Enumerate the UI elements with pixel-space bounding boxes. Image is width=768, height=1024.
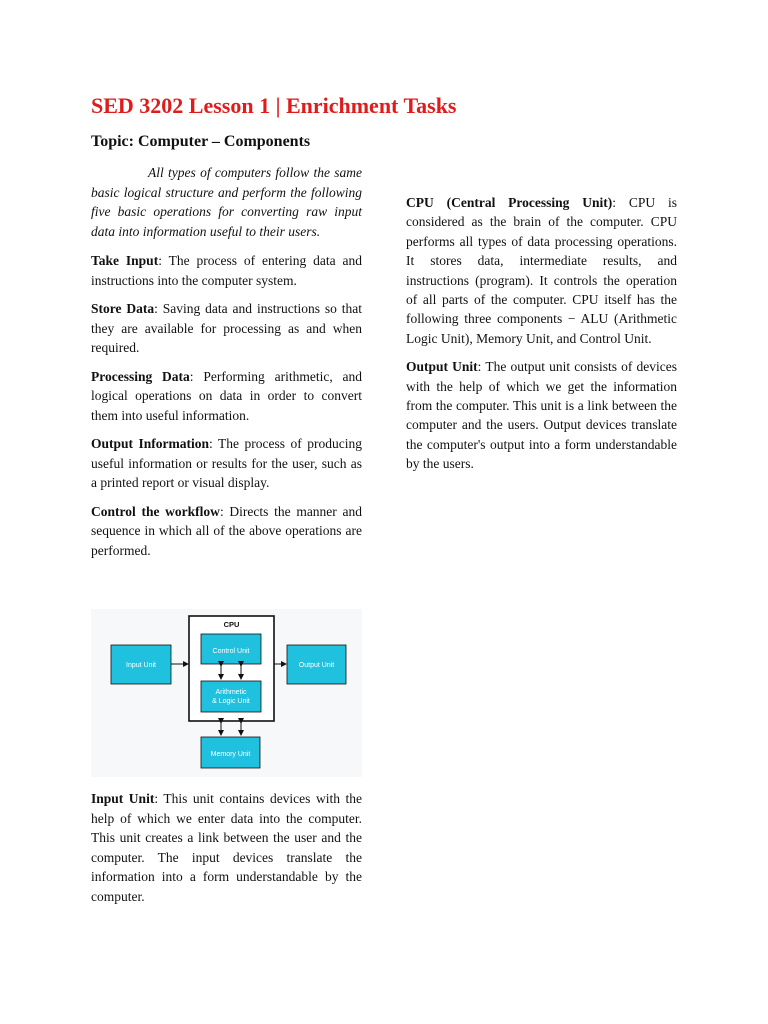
output-unit-label: Output Unit — [298, 662, 335, 669]
output-unit-term: Output Unit — [406, 359, 478, 375]
cpu-text: : CPU is considered as the brain of the computer. CPU performs all types of data processing operations. It stores data, intermediate results, and instructions (program). It controls the operation of all parts of the computer. CPU itself has the following three components − ALU (Arithmetic Logic Unit), Memory Unit, and Control Unit. — [406, 195, 677, 346]
operation-processing-data — [91, 367, 362, 426]
alu-label-line1: Arithmetic — [215, 689, 247, 696]
output-unit-description — [406, 357, 677, 473]
operation-term: Output Information — [91, 436, 210, 451]
operation-text: : The process of entering data and instructions into the computer system. — [91, 253, 362, 288]
control-unit-label: Control Unit — [212, 648, 250, 655]
page-title: SED 3202 Lesson 1 | Enrichment Tasks — [91, 93, 457, 118]
alu-box — [201, 681, 261, 712]
alu-label-line2: & Logic Unit — [212, 698, 250, 705]
operation-term: Store Data — [91, 301, 155, 316]
operation-text: : The process of producing useful information or results for the user, such as a printed report or visual display. — [91, 436, 363, 490]
cpu-description — [406, 193, 677, 348]
operation-take-input — [91, 251, 362, 290]
operation-text: : Saving data and instructions so that they are available for processing as and when required. — [91, 301, 362, 355]
right-column — [406, 193, 677, 483]
operation-control-workflow — [91, 502, 362, 561]
computer-block-diagram — [91, 609, 362, 777]
input-unit-label: Input Unit — [126, 662, 156, 669]
operation-text: : Directs the manner and sequence in which all of the above operations are performed. — [91, 503, 363, 558]
operation-text: : Performing arithmetic, and logical operations on data in order to convert them into useful information. — [91, 368, 362, 423]
memory-unit-label: Memory Unit — [210, 751, 251, 758]
input-unit-description — [91, 789, 362, 906]
intro-paragraph: All types of computers follow the same basic logical structure and perform the following five basic operations for converting raw input data into information useful to their users. — [91, 165, 362, 239]
input-unit-text: : This unit contains devices with the help of which we enter data into the computer. This unit creates a link between the user and the computer. The input devices translate the information into a form understandable by the computer. — [91, 791, 362, 904]
operation-term: Processing Data — [91, 368, 190, 384]
input-unit-term: Input Unit — [91, 791, 155, 806]
output-unit-text: : The output unit consists of devices with the help of which we get the information from the computer. This unit is a link between the computer and the users. Output devices translate the computer's output into a form understandable by the users. — [406, 359, 677, 472]
operation-output-information — [91, 434, 362, 493]
cpu-label: CPU — [223, 620, 240, 629]
block-diagram-svg — [91, 609, 362, 777]
left-column — [91, 163, 362, 569]
operation-term: Take Input — [91, 253, 159, 268]
topic-heading: Topic: Computer – Components — [91, 133, 311, 150]
operation-term: Control the workflow — [91, 503, 220, 519]
operation-store-data — [91, 299, 362, 358]
cpu-term: CPU (Central Processing Unit) — [406, 195, 613, 210]
